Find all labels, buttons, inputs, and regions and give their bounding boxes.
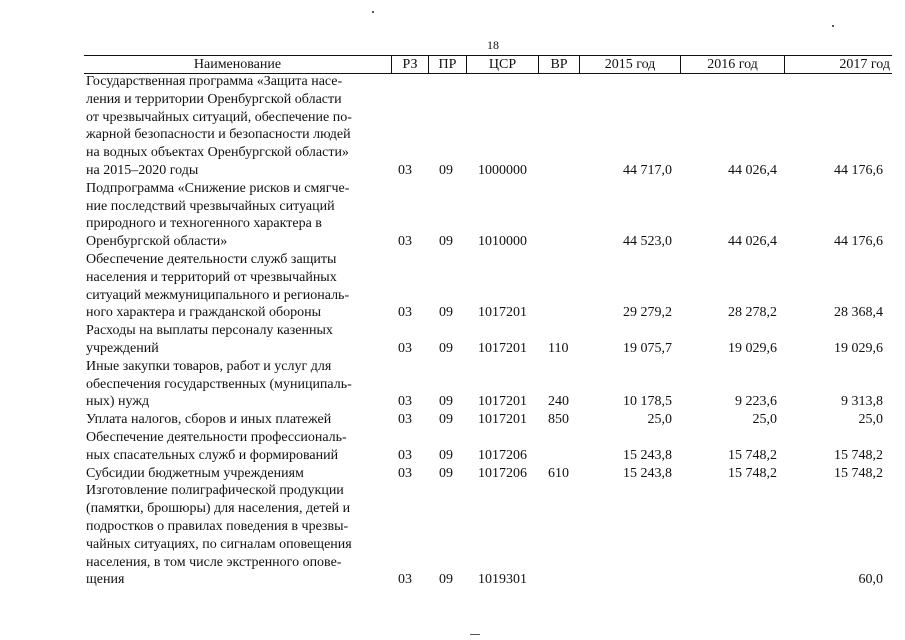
cell-pr: 09 — [439, 394, 453, 410]
cell-rz: 03 — [398, 447, 412, 463]
cell-2017: 44 176,6 — [834, 234, 883, 250]
row-name — [86, 322, 378, 358]
column-header-csr: ЦСР — [467, 56, 539, 73]
row-name-line: учреждений — [86, 340, 159, 356]
cell-pr: 09 — [439, 572, 453, 588]
row-name — [86, 358, 378, 411]
row-name-line: ления и территории Оренбургской области — [86, 91, 342, 107]
cell-csr: 1019301 — [478, 572, 527, 588]
row-name-line: Оренбургской области» — [86, 234, 228, 250]
table-row — [84, 73, 892, 180]
page-number: 18 — [487, 38, 499, 52]
table-row — [84, 465, 892, 483]
row-name — [86, 429, 378, 465]
cell-pr: 09 — [439, 234, 453, 250]
cell-2016: 19 029,6 — [728, 340, 777, 356]
scan-speck — [372, 11, 374, 13]
cell-csr: 1017201 — [478, 340, 527, 356]
cell-csr: 1010000 — [478, 234, 527, 250]
row-name-line: природного и техногенного характера в — [86, 216, 322, 232]
row-name-line: населения и территорий от чрезвычайных — [86, 269, 337, 285]
cell-pr: 09 — [439, 305, 453, 321]
row-name-line: Обеспечение деятельности служб защиты — [86, 252, 337, 267]
row-name-line: жарной безопасности и безопасности людей — [86, 127, 351, 143]
cell-2017: 9 313,8 — [841, 394, 883, 410]
cell-csr: 1017201 — [478, 394, 527, 410]
cell-2017: 15 748,2 — [834, 447, 883, 463]
cell-vr: 110 — [548, 340, 569, 356]
cell-csr: 1017201 — [478, 305, 527, 321]
row-name — [86, 465, 378, 483]
cell-rz: 03 — [398, 340, 412, 356]
cell-rz: 03 — [398, 234, 412, 250]
row-name-line: Изготовление полиграфической продукции — [86, 483, 344, 499]
row-name-line: от чрезвычайных ситуаций, обеспечение по- — [86, 109, 352, 125]
cell-2015: 15 243,8 — [623, 465, 672, 481]
table-row — [84, 322, 892, 358]
row-name — [86, 411, 378, 429]
cell-2015: 29 279,2 — [623, 305, 672, 321]
row-name-line: населения, в том числе экстренного опове- — [86, 554, 342, 570]
row-name — [86, 482, 378, 589]
table-row — [84, 251, 892, 322]
cell-2017: 25,0 — [858, 412, 883, 428]
cell-2015: 19 075,7 — [623, 340, 672, 356]
cell-vr: 610 — [548, 465, 569, 481]
row-name-line: ного характера и гражданской обороны — [86, 305, 322, 321]
cell-vr: 850 — [548, 412, 569, 428]
cell-2017: 44 176,6 — [834, 163, 883, 178]
scan-speck — [832, 25, 834, 27]
row-name — [86, 251, 378, 322]
cell-2017: 28 368,4 — [834, 305, 883, 321]
row-name-line: подростков о правилах поведения в чрезвы- — [86, 518, 349, 534]
cell-pr: 09 — [439, 340, 453, 356]
cell-csr: 1017206 — [478, 447, 527, 463]
table-row — [84, 358, 892, 411]
cell-2015: 44 523,0 — [623, 234, 672, 250]
column-header-pr: ПР — [429, 56, 467, 73]
cell-2016: 28 278,2 — [728, 305, 777, 321]
row-name-line: (памятки, брошюры) для населения, детей и — [86, 501, 351, 517]
cell-rz: 03 — [398, 163, 412, 178]
cell-rz: 03 — [398, 465, 412, 481]
row-name-line: на 2015–2020 годы — [86, 162, 199, 178]
cell-vr: 240 — [548, 394, 569, 410]
cell-2017: 60,0 — [858, 572, 883, 588]
table-row — [84, 180, 892, 251]
row-name-line: Иные закупки товаров, работ и услуг для — [86, 358, 332, 374]
cell-pr: 09 — [439, 412, 453, 428]
table-row — [84, 411, 892, 429]
cell-2017: 15 748,2 — [834, 465, 883, 481]
cell-rz: 03 — [398, 305, 412, 321]
row-name-line: Расходы на выплаты персоналу казенных — [86, 323, 333, 339]
column-header-2016: 2016 год — [681, 56, 785, 73]
table-row — [84, 429, 892, 465]
cell-rz: 03 — [398, 412, 412, 428]
cell-2017: 19 029,6 — [834, 340, 883, 356]
row-name-line: ных) нужд — [86, 394, 150, 410]
cell-2015: 15 243,8 — [623, 447, 672, 463]
row-name-line: ных спасательных служб и формирований — [86, 447, 339, 463]
cell-2016: 44 026,4 — [728, 234, 777, 250]
cell-csr: 1000000 — [478, 163, 527, 178]
table-header — [84, 55, 892, 74]
cell-2016: 44 026,4 — [728, 163, 777, 178]
row-name — [86, 73, 378, 180]
cell-2016: 15 748,2 — [728, 465, 777, 481]
cell-csr: 1017201 — [478, 412, 527, 428]
row-name-line: на водных объектах Оренбургской области» — [86, 145, 349, 161]
row-name — [86, 180, 378, 251]
cell-2016: 15 748,2 — [728, 447, 777, 463]
scan-speck — [470, 634, 480, 635]
row-name-line: Обеспечение деятельности профессиональ- — [86, 430, 347, 445]
row-name-line: щения — [86, 572, 125, 588]
cell-pr: 09 — [439, 163, 453, 178]
cell-csr: 1017206 — [478, 465, 527, 481]
row-name-line: обеспечения государственных (муниципаль- — [86, 376, 352, 392]
column-header-2017: 2017 год — [839, 57, 890, 72]
cell-2016: 9 223,6 — [735, 394, 777, 410]
column-header-vr: ВР — [539, 56, 580, 73]
cell-2016: 25,0 — [752, 412, 777, 428]
cell-pr: 09 — [439, 465, 453, 481]
row-name-line: Государственная программа «Защита насе- — [86, 74, 343, 89]
column-header-2015: 2015 год — [580, 56, 681, 73]
row-name-line: Субсидии бюджетным учреждениям — [86, 465, 304, 481]
column-header-name: Наименование — [84, 56, 392, 73]
row-name-line: Подпрограмма «Снижение рисков и смягче- — [86, 180, 350, 196]
column-header-rz: РЗ — [392, 56, 429, 73]
row-name-line: ситуаций межмуниципального и региональ- — [86, 287, 350, 303]
row-name-line: чайных ситуациях, по сигналам оповещения — [86, 536, 352, 552]
cell-2015: 25,0 — [647, 412, 672, 428]
cell-rz: 03 — [398, 394, 412, 410]
row-name-line: ние последствий чрезвычайных ситуаций — [86, 198, 335, 214]
row-name-line: Уплата налогов, сборов и иных платежей — [86, 412, 332, 428]
cell-pr: 09 — [439, 447, 453, 463]
cell-rz: 03 — [398, 572, 412, 588]
table-row — [84, 482, 892, 589]
cell-2015: 44 717,0 — [623, 163, 672, 178]
cell-2015: 10 178,5 — [623, 394, 672, 410]
